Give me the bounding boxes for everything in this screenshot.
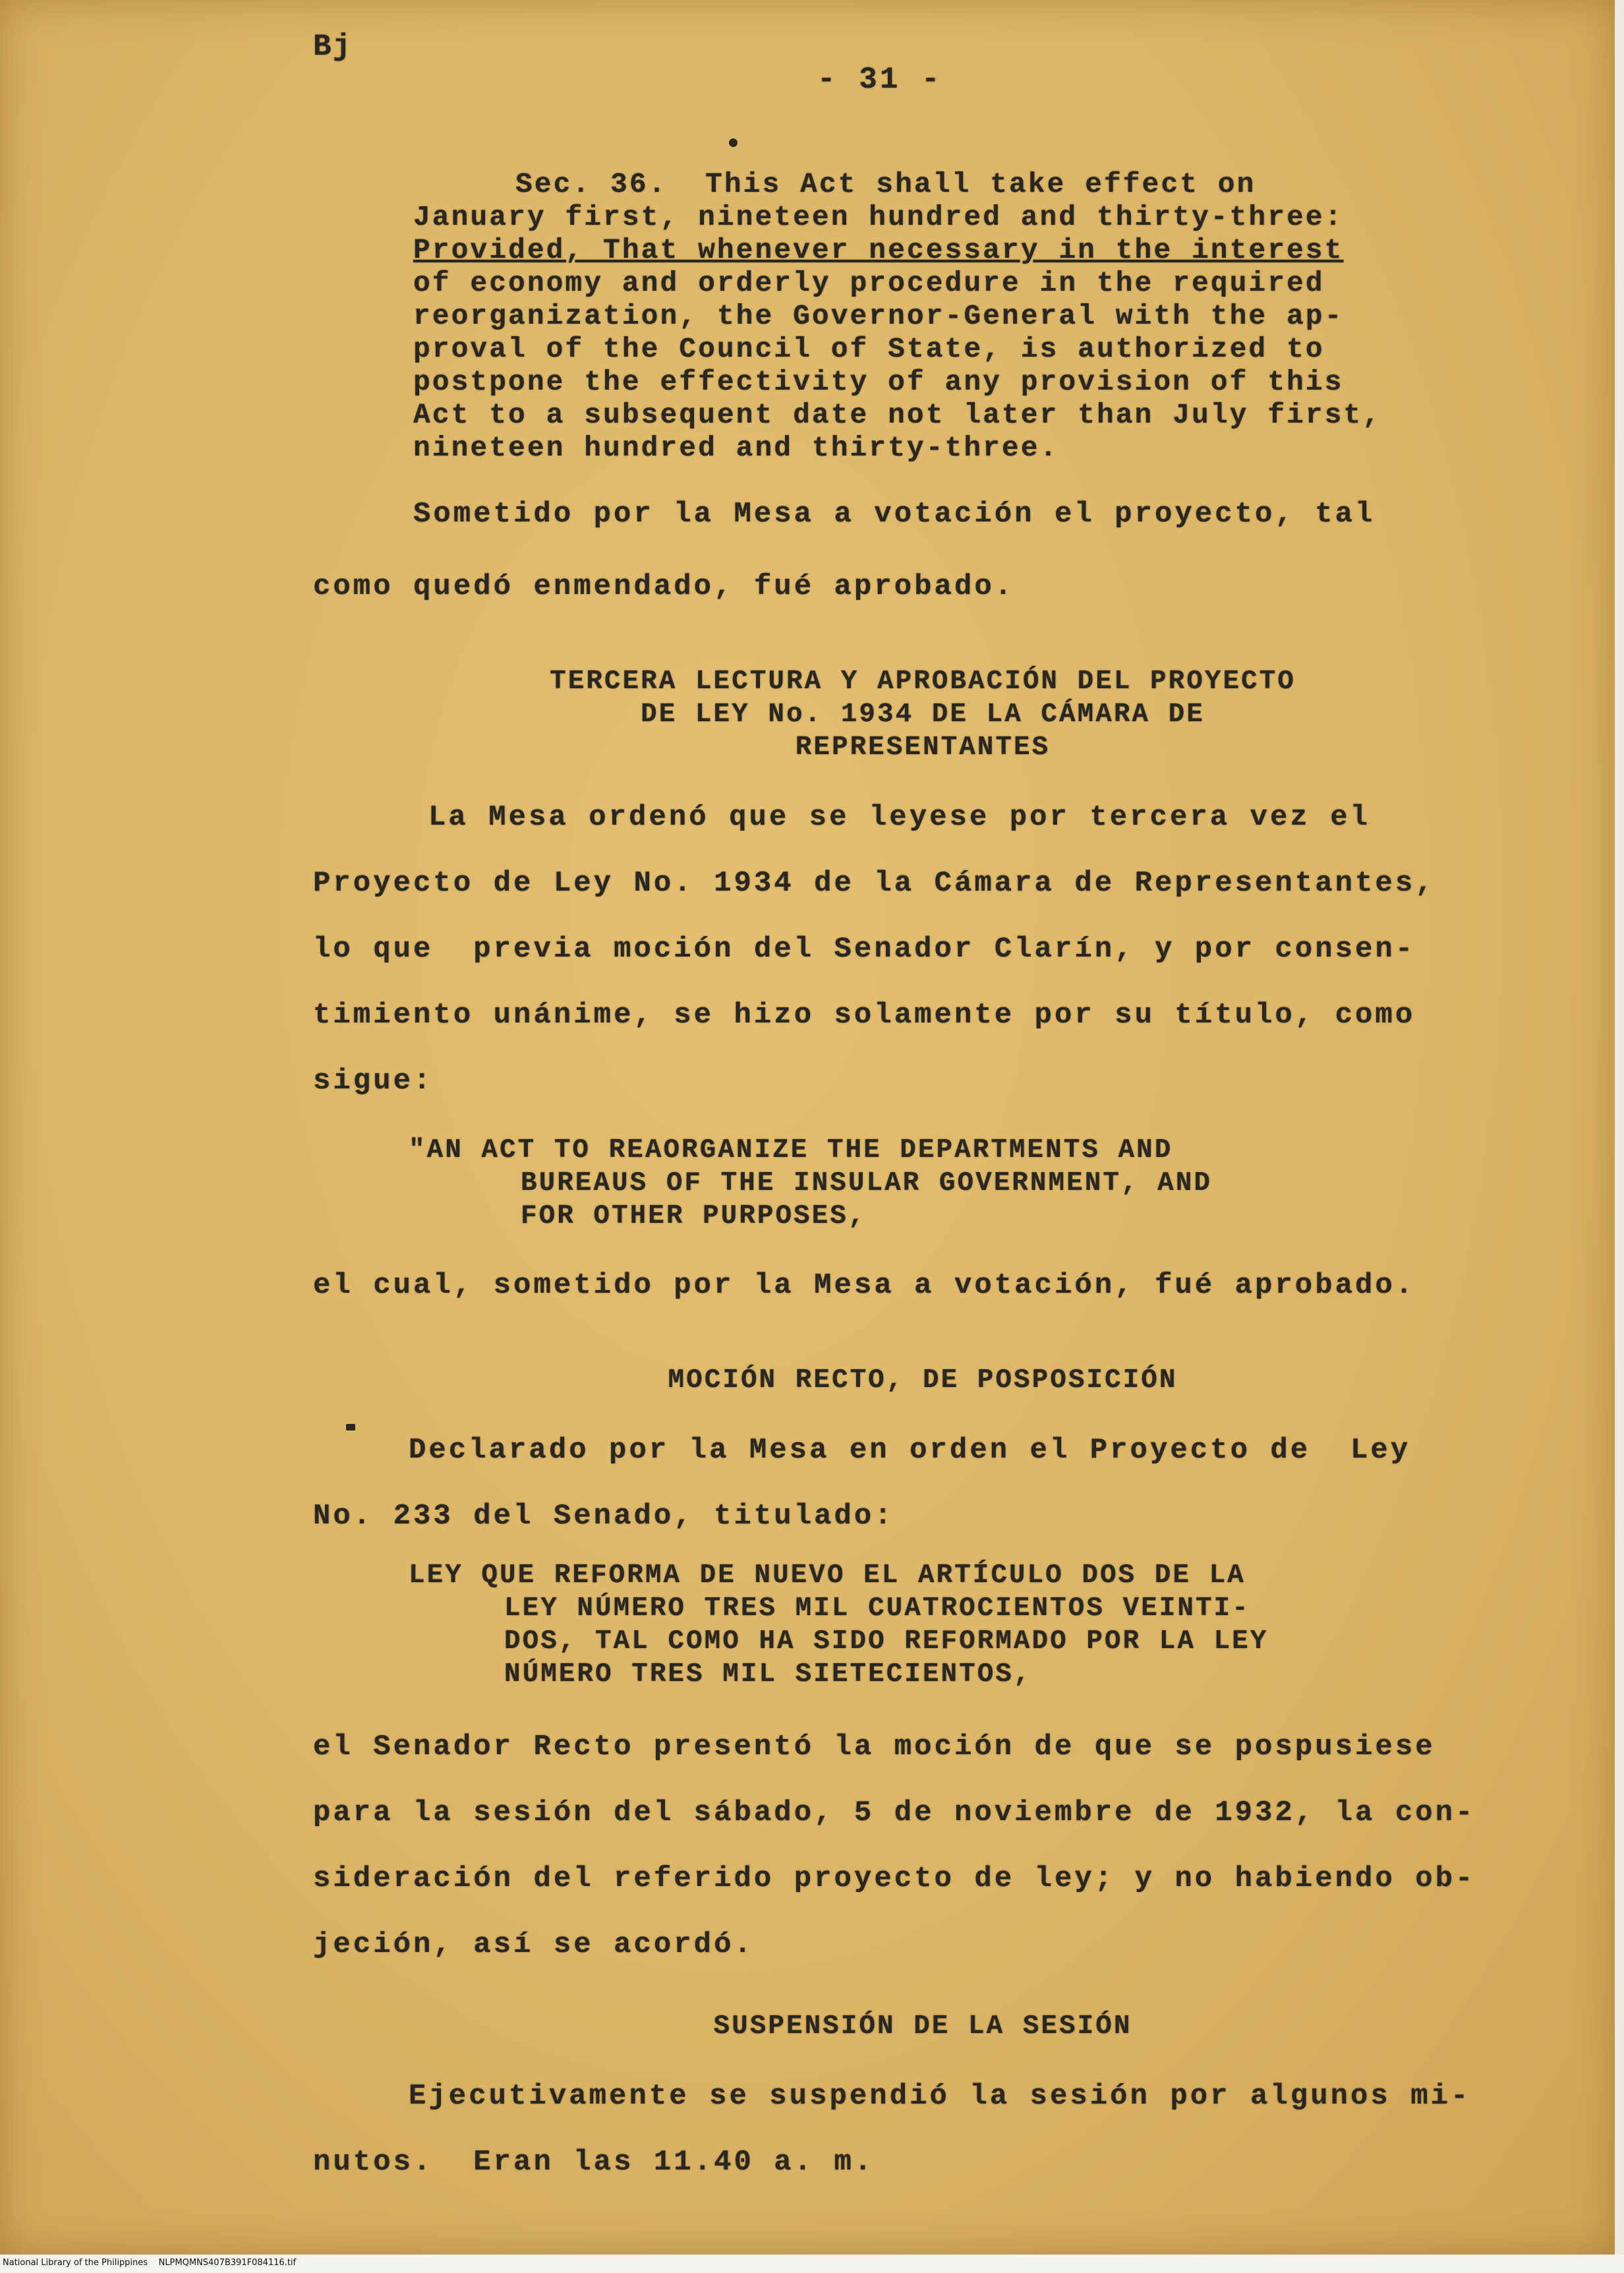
tercera-paragraph-line: sigue: [313,1065,434,1098]
section-36-line: proval of the Council of State, is authorized to [413,333,1325,365]
act-title-line: "AN ACT TO REAORGANIZE THE DEPARTMENTS AND [409,1135,1173,1166]
heading-line: REPRESENTANTES [795,732,1051,763]
ley-title-line: LEY NÚMERO TRES MIL CUATROCIENTOS VEINTI- [504,1593,1250,1624]
recto-paragraph-line: sideración del referido proyecto de ley; y no habiendo ob- [313,1862,1476,1895]
page-number: - 31 - [817,63,942,97]
heading-mocion-recto: MOCIÓN RECTO, DE POSPOSICIÓN [668,1365,1178,1396]
act-title-line: FOR OTHER PURPOSES, [521,1201,867,1231]
tercera-paragraph-line: lo que previa moción del Senador Clarín, y por consen- [313,933,1416,966]
mocion-intro-line: Declarado por la Mesa en orden el Proyecto de Ley [409,1434,1411,1467]
recto-paragraph-line: para la sesión del sábado, 5 de noviembre de 1932, la con- [313,1796,1476,1829]
archive-credit: National Library of the Philippines NLPMQMNS407B391F084116.tif [3,2258,297,2268]
section-36-line: nineteen hundred and thirty-three. [413,432,1059,464]
approved-line: el cual, sometido por la Mesa a votación, fué aprobado. [313,1269,1416,1302]
section-36-line: postpone the effectivity of any provision of this [413,366,1344,398]
ink-dot [729,138,738,147]
tercera-paragraph-line: La Mesa ordenó que se leyese por tercera vez el [428,801,1371,834]
section-36-line: Act to a subsequent date not later than July first, [413,399,1382,431]
ley-title-line: LEY QUE REFORMA DE NUEVO EL ARTÍCULO DOS DE LA [409,1560,1246,1591]
vote-paragraph-line: como quedó enmendado, fué aprobado. [313,570,1015,603]
section-36-line: Provided, That whenever necessary in the interest [413,234,1344,266]
heading-line: TERCERA LECTURA Y APROBACIÓN DEL PROYECTO [550,666,1296,697]
vote-paragraph-line: Sometido por la Mesa a votación el proyecto, tal [413,498,1376,531]
suspension-paragraph-line: nutos. Eran las 11.40 a. m. [313,2146,875,2179]
ink-mark [346,1424,355,1431]
suspension-paragraph-line: Ejecutivamente se suspendió la sesión por algunos mi- [409,2080,1471,2113]
tercera-paragraph-line: timiento unánime, se hizo solamente por su título, como [313,999,1416,1032]
section-36-line: reorganization, the Governor-General with the ap- [413,300,1344,332]
section-36-line: of economy and orderly procedure in the required [413,267,1325,299]
section-36-line: January first, nineteen hundred and thirty-three: [413,201,1344,233]
ley-title-line: DOS, TAL COMO HA SIDO REFORMADO POR LA LEY [504,1626,1269,1657]
scan-margin-right [1615,0,1624,2273]
tercera-paragraph-line: Proyecto de Ley No. 1934 de la Cámara de Representantes, [313,867,1436,900]
recto-paragraph-line: el Senador Recto presentó la moción de que se pospusiese [313,1730,1436,1763]
ley-title-line: NÚMERO TRES MIL SIETECIENTOS, [504,1659,1032,1690]
typist-initials: Bj [313,30,353,64]
section-36-line: Sec. 36. This Act shall take effect on [515,168,1256,200]
heading-suspension: SUSPENSIÓN DE LA SESIÓN [713,2011,1132,2042]
act-title-line: BUREAUS OF THE INSULAR GOVERNMENT, AND [521,1168,1212,1198]
mocion-intro-line: No. 233 del Senado, titulado: [313,1500,894,1533]
heading-line: DE LEY No. 1934 DE LA CÁMARA DE [641,699,1205,730]
recto-paragraph-line: jeción, así se acordó. [313,1928,754,1961]
